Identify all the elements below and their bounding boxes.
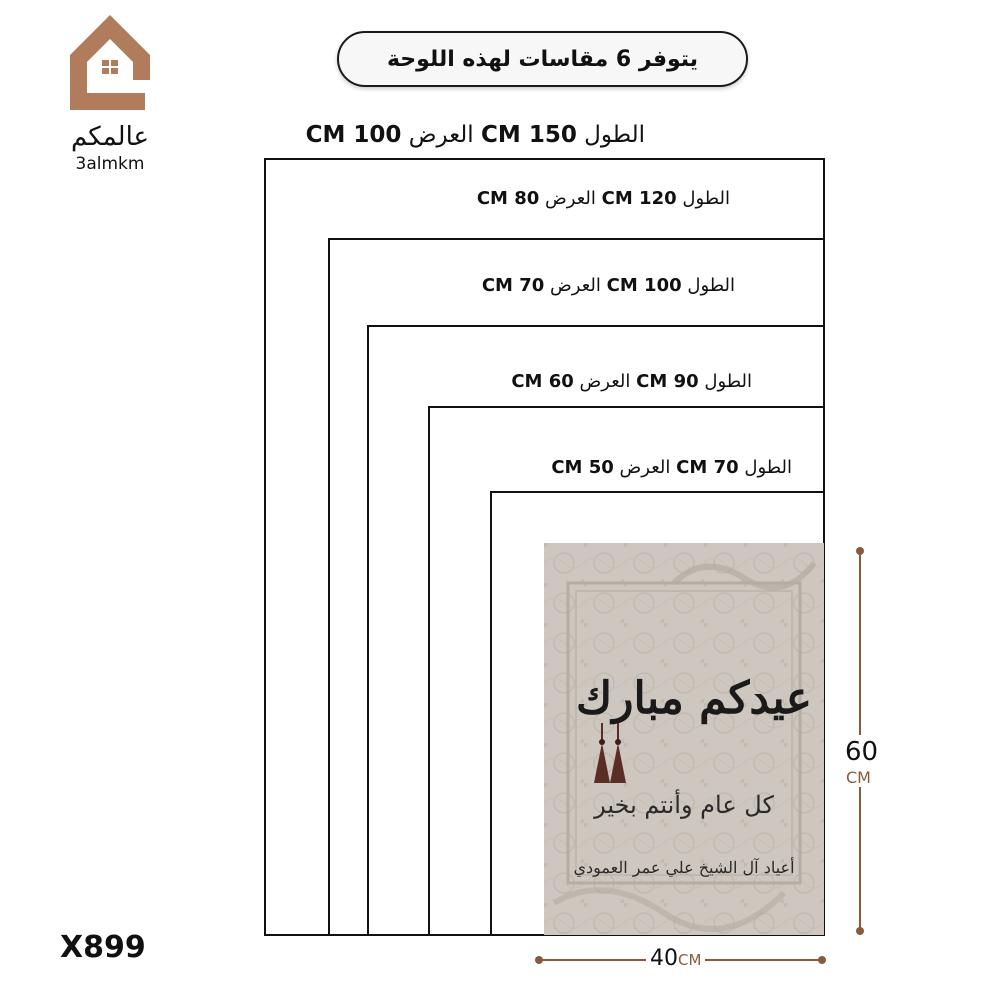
- size-label-3: الطول 100 CM العرض 70 CM: [481, 275, 735, 296]
- brand-name-english: 3almkm: [75, 154, 145, 174]
- product-code: X899: [60, 930, 146, 965]
- brand-name-arabic: عالمكم: [70, 122, 150, 152]
- width-value: 40: [650, 946, 678, 971]
- painting-main-text: عيدكم مبارك: [576, 673, 812, 724]
- size-label-2: الطول 120 CM العرض 80 CM: [476, 188, 730, 209]
- height-unit: CM: [846, 768, 871, 787]
- width-unit: CM: [678, 951, 702, 969]
- size-label-4: الطول 90 CM العرض 60 CM: [511, 371, 752, 392]
- brand-logo: [55, 10, 165, 174]
- size-label-1: الطول 150 CM العرض 100 CM: [305, 122, 645, 148]
- painting-line-3: أعياد آل الشيخ علي عمر العمودي: [573, 858, 795, 877]
- width-label: [646, 946, 705, 971]
- page-title: يتوفر 6 مقاسات لهذه اللوحة: [386, 46, 699, 72]
- title-badge: [337, 31, 748, 87]
- height-value: 60: [845, 737, 879, 767]
- painting-artwork: [544, 543, 824, 935]
- painting-preview: [544, 543, 824, 935]
- painting-line-2: كل عام وأنتم بخير: [594, 791, 774, 819]
- size-label-5: الطول 70 CM العرض 50 CM: [551, 457, 792, 478]
- house-logo-icon: [55, 10, 165, 120]
